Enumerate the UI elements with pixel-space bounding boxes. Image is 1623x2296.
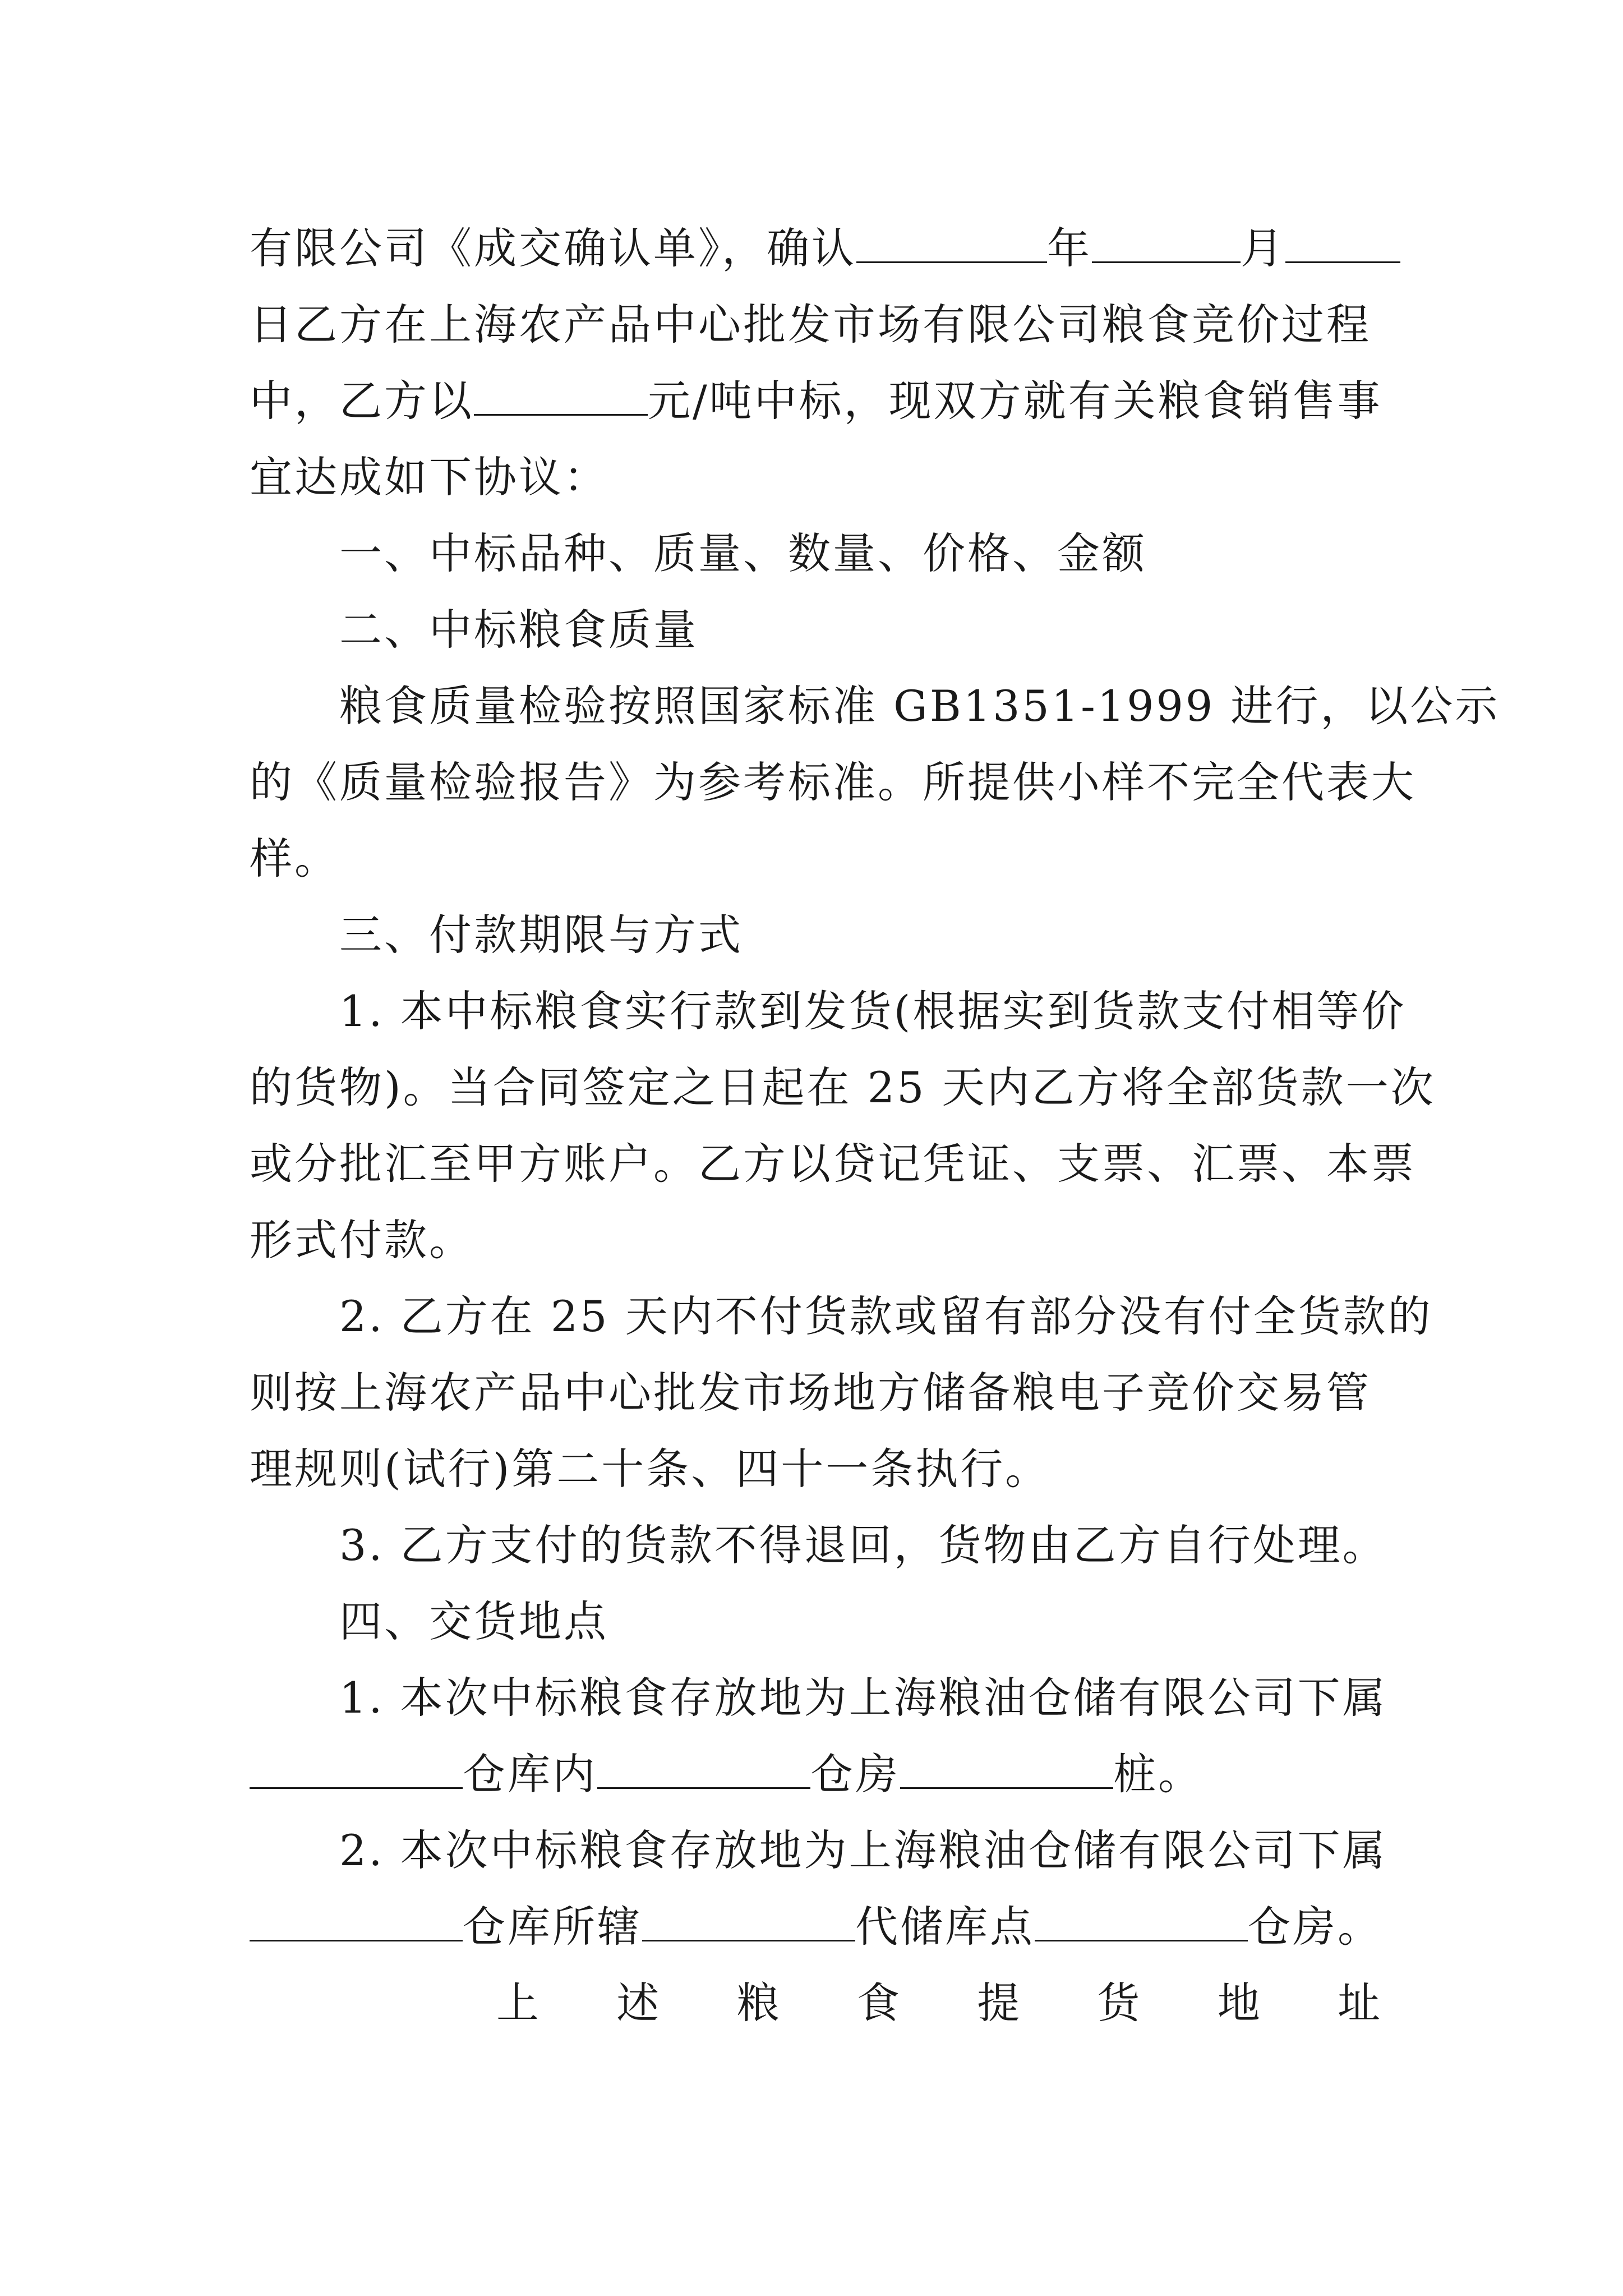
paragraph-line: 1. 本中标粮食实行款到发货(根据实到货款支付相等价	[339, 986, 1407, 1036]
blank-depot	[642, 1903, 855, 1941]
paragraph-line: 形式付款。	[250, 1215, 474, 1265]
text-segment: 桩。	[1113, 1749, 1203, 1799]
line-1	[250, 210, 1400, 287]
line-3	[250, 363, 1382, 439]
line-pickup-address	[496, 1965, 1382, 2041]
blank-room	[597, 1750, 810, 1789]
paragraph-line: 或分批汇至甲方账户。乙方以贷记凭证、支票、汇票、本票	[250, 1139, 1416, 1189]
spread-char: 货	[1097, 1978, 1142, 2028]
spread-char: 述	[616, 1978, 662, 2028]
spread-char: 地	[1217, 1978, 1262, 2028]
line-4: 宜达成如下协议：	[250, 452, 608, 502]
paragraph-line: 3. 乙方支付的货款不得退回，货物由乙方自行处理。	[339, 1520, 1387, 1570]
paragraph-line: 的《质量检验报告》为参考标准。所提供小样不完全代表大	[250, 757, 1416, 807]
paragraph-line: 粮食质量检验按照国家标准 GB1351-1999 进行，以公示	[339, 681, 1500, 731]
paragraph-line: 2. 本次中标粮食存放地为上海粮油仓储有限公司下属	[339, 1825, 1387, 1875]
blank-day	[1285, 224, 1400, 263]
text-segment: 仓库内	[463, 1749, 597, 1799]
paragraph-line: 2. 乙方在 25 天内不付货款或留有部分没有付全货款的	[339, 1291, 1433, 1341]
spread-char: 上	[496, 1978, 541, 2028]
heading-1: 一、中标品种、质量、数量、价格、金额	[339, 528, 1147, 578]
blank-price	[474, 377, 648, 416]
paragraph-line: 则按上海农产品中心批发市场地方储备粮电子竞价交易管	[250, 1368, 1371, 1418]
blank-room	[1035, 1903, 1248, 1941]
heading-3: 三、付款期限与方式	[339, 910, 743, 960]
spread-char: 提	[977, 1978, 1022, 2028]
blank-year	[856, 224, 1047, 263]
blank-stack	[900, 1750, 1113, 1789]
spread-char: 址	[1337, 1978, 1382, 2028]
line-warehouse-1	[250, 1736, 1203, 1812]
text-segment: 年	[1047, 223, 1092, 273]
paragraph-line: 1. 本次中标粮食存放地为上海粮油仓储有限公司下属	[339, 1673, 1387, 1723]
heading-4: 四、交货地点	[339, 1596, 608, 1646]
blank-month	[1092, 224, 1241, 263]
paragraph-line: 理规则(试行)第二十条、四十一条执行。	[250, 1444, 1050, 1494]
spread-char: 粮	[736, 1978, 782, 2028]
text-segment: 仓库所辖	[463, 1902, 642, 1952]
line-2: 日乙方在上海农产品中心批发市场有限公司粮食竞价过程	[250, 300, 1371, 349]
line-warehouse-2	[250, 1889, 1382, 1965]
text-segment: 有限公司《成交确认单》，确认	[250, 223, 856, 273]
paragraph-line: 样。	[250, 834, 339, 884]
spread-char: 食	[856, 1978, 902, 2028]
text-segment: 元/吨中标，现双方就有关粮食销售事	[648, 376, 1382, 426]
blank-warehouse	[250, 1903, 463, 1941]
text-segment: 仓房。	[1248, 1902, 1382, 1952]
text-segment: 中，乙方以	[250, 376, 474, 426]
text-segment: 代储库点	[855, 1902, 1035, 1952]
text-segment: 仓房	[810, 1749, 900, 1799]
paragraph-line: 的货物)。当合同签定之日起在 25 天内乙方将全部货款一次	[250, 1062, 1436, 1112]
heading-2: 二、中标粮食质量	[339, 605, 698, 655]
blank-warehouse	[250, 1750, 463, 1789]
text-segment: 月	[1241, 223, 1285, 273]
